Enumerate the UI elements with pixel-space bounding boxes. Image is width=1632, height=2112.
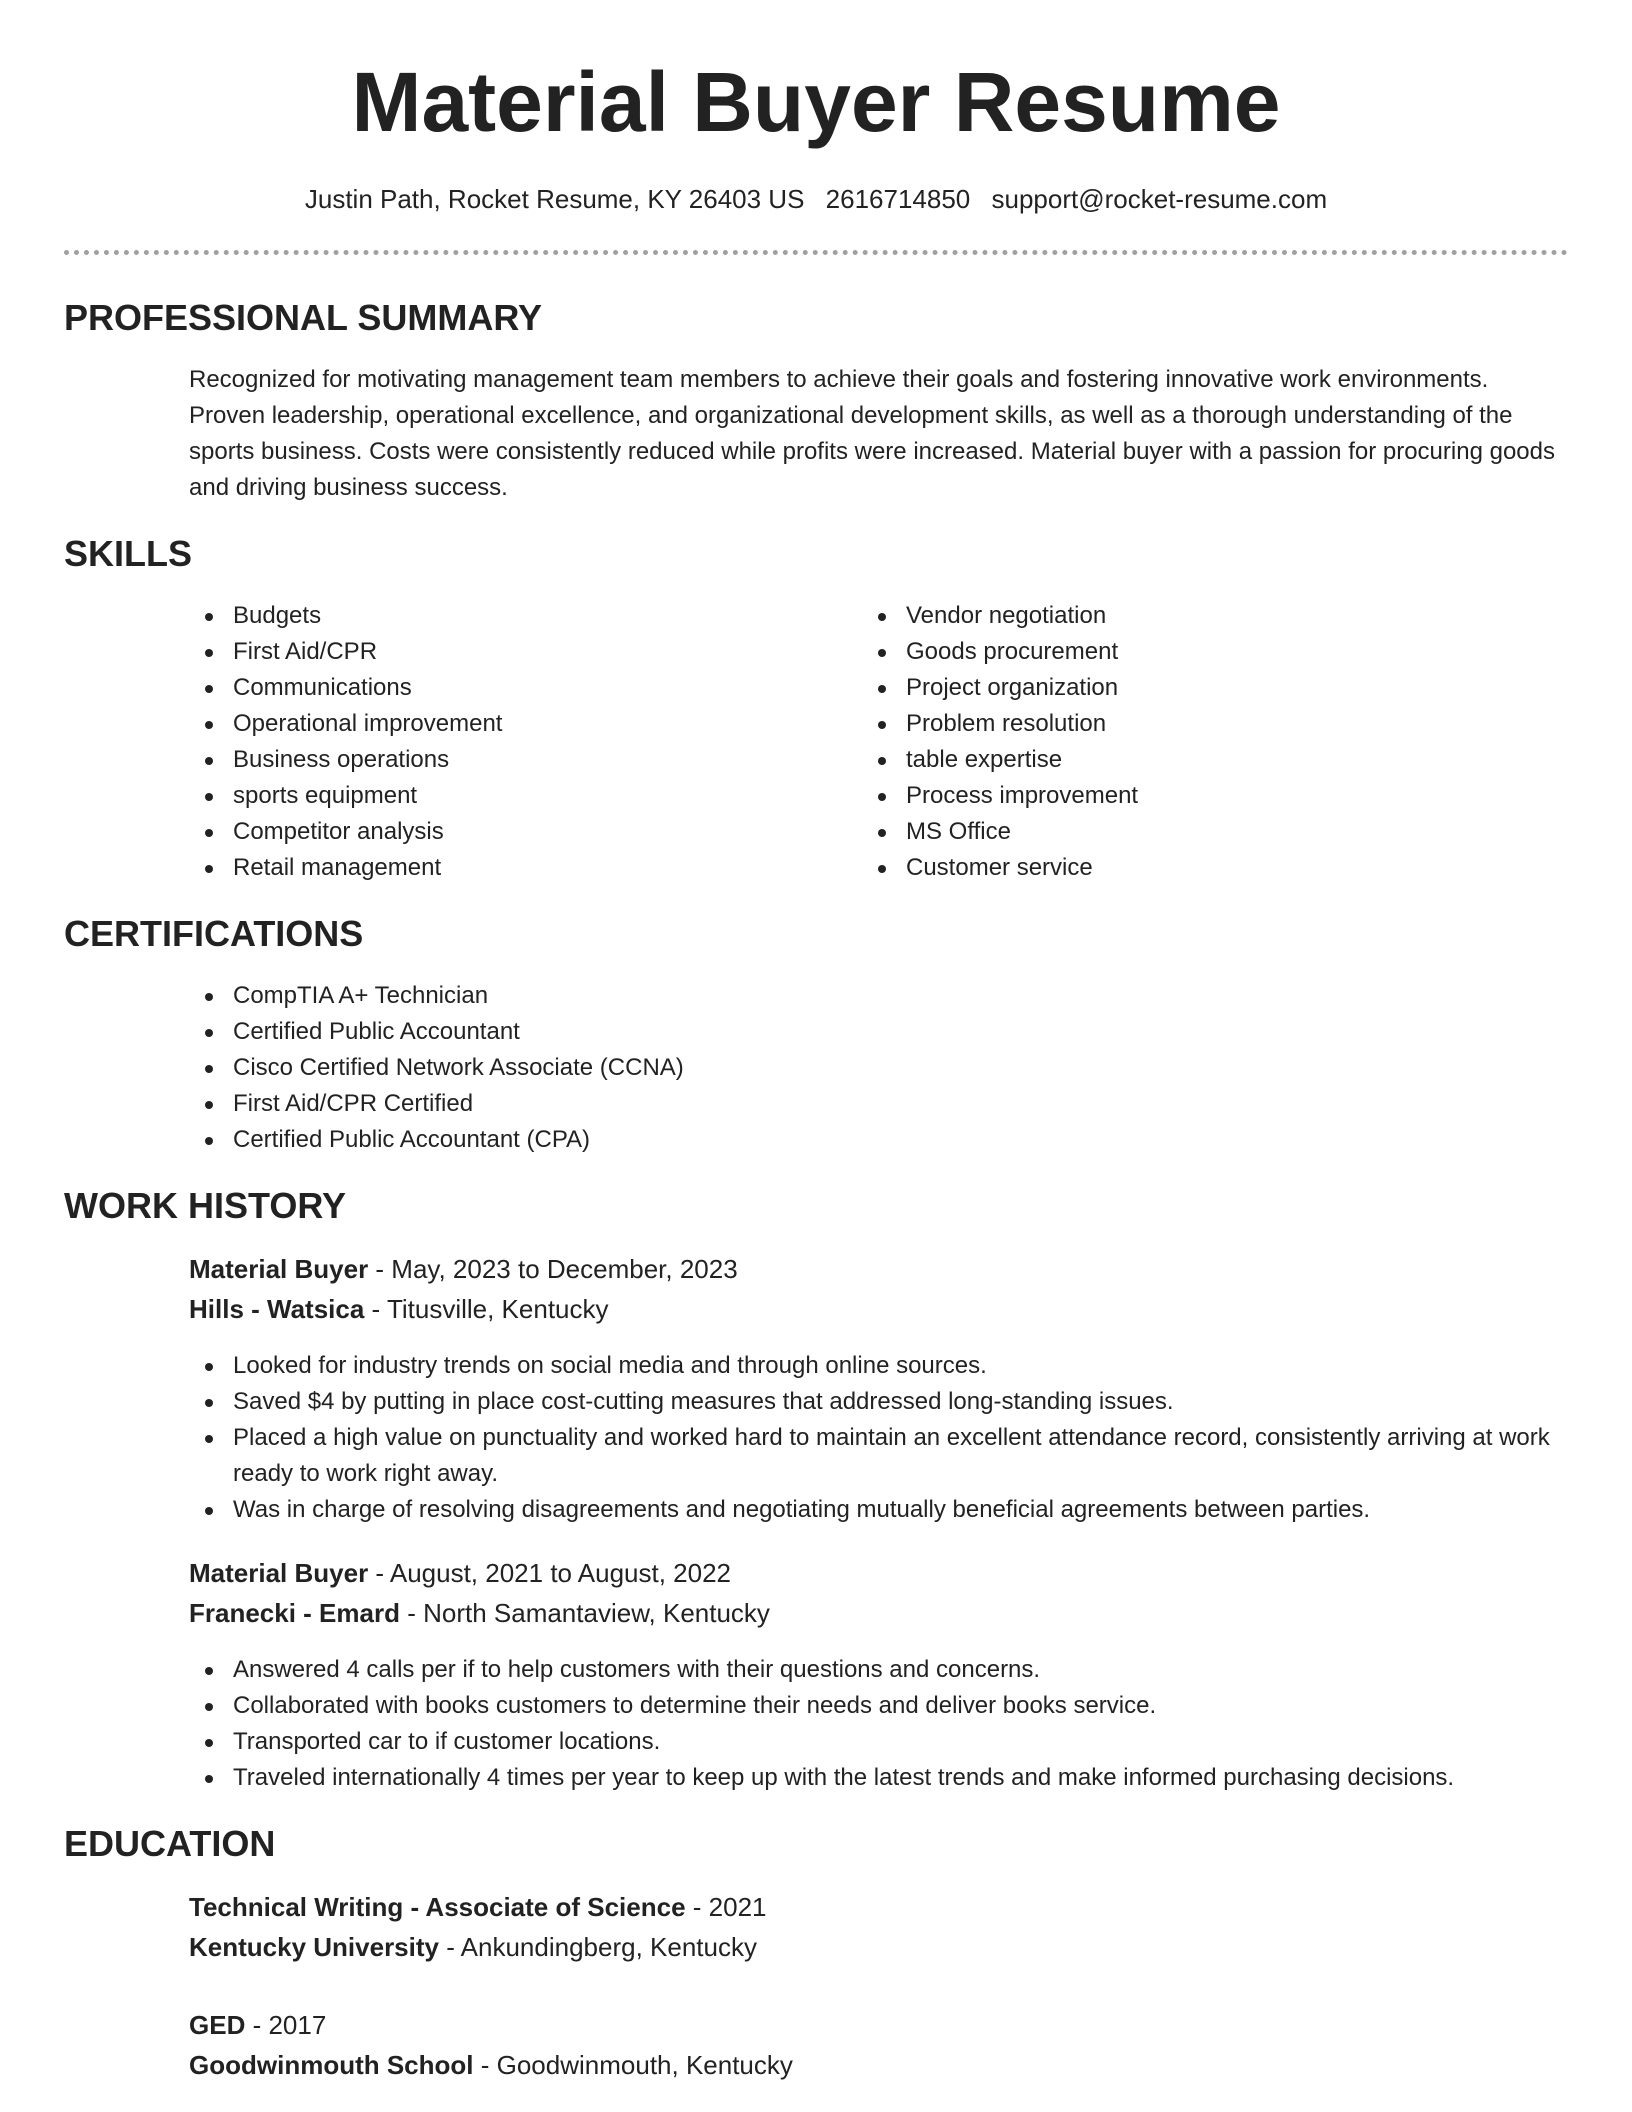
- job-location: - Titusville, Kentucky: [364, 1294, 609, 1324]
- job-title-line: [189, 1250, 738, 1288]
- skill-item: Retail management: [189, 850, 849, 886]
- header-divider: [64, 250, 1568, 255]
- education-year: - 2021: [685, 1892, 767, 1922]
- job-bullet: Answered 4 calls per if to help customers with their questions and concerns.: [189, 1652, 1569, 1688]
- education-degree-line: [189, 2006, 326, 2044]
- job-bullet: Looked for industry trends on social media and through online sources.: [189, 1348, 1569, 1384]
- job-bullet: Placed a high value on punctuality and worked hard to maintain an excellent attendance record, consistently arriving at work ready to work right away.: [189, 1420, 1569, 1492]
- skill-item: Customer service: [862, 850, 1562, 886]
- certification-item: Certified Public Accountant (CPA): [189, 1122, 1489, 1158]
- education-degree: GED: [189, 2010, 246, 2040]
- education-school: Kentucky University: [189, 1932, 439, 1962]
- job-company-line: [189, 1290, 609, 1328]
- skill-item: Problem resolution: [862, 706, 1562, 742]
- skill-item: Goods procurement: [862, 634, 1562, 670]
- education-school: Goodwinmouth School: [189, 2050, 474, 2080]
- summary-heading: PROFESSIONAL SUMMARY: [64, 297, 543, 338]
- skill-item: First Aid/CPR: [189, 634, 849, 670]
- skill-item: Operational improvement: [189, 706, 849, 742]
- contact-address: Justin Path, Rocket Resume, KY 26403 US: [304, 184, 805, 214]
- skill-item: Process improvement: [862, 778, 1562, 814]
- education-degree-line: [189, 1888, 767, 1926]
- education-location: - Ankundingberg, Kentucky: [438, 1932, 757, 1962]
- job-bullet: Was in charge of resolving disagreements and negotiating mutually beneficial agreements between parties.: [189, 1492, 1569, 1528]
- skill-item: table expertise: [862, 742, 1562, 778]
- certification-item: Certified Public Accountant: [189, 1014, 1489, 1050]
- skill-item: Business operations: [189, 742, 849, 778]
- education-year: - 2017: [245, 2010, 327, 2040]
- contact-email: support@rocket-resume.com: [991, 184, 1328, 214]
- education-school-line: [189, 2046, 793, 2084]
- summary-text: Recognized for motivating management team members to achieve their goals and fostering innovative work environments. Proven leadership, operational excellence, and organizational development skills, as well as a thorough understanding of the sports business. Costs were consistently reduced while profits were increased. Material buyer with a passion for procuring goods and driving business success.: [189, 366, 1555, 501]
- certifications-list: [189, 978, 1489, 1158]
- skills-heading: SKILLS: [64, 533, 193, 574]
- job-title-line: [189, 1554, 731, 1592]
- skill-item: Competitor analysis: [189, 814, 849, 850]
- job-company-line: [189, 1594, 770, 1632]
- page-title: Material Buyer Resume: [351, 55, 1281, 149]
- skills-list-right: [862, 598, 1562, 886]
- certification-item: Cisco Certified Network Associate (CCNA): [189, 1050, 1489, 1086]
- certifications-heading: CERTIFICATIONS: [64, 913, 364, 954]
- job-title: Material Buyer: [189, 1254, 369, 1284]
- job-bullet: Saved $4 by putting in place cost-cutting measures that addressed long-standing issues.: [189, 1384, 1569, 1420]
- job-location: - North Samantaview, Kentucky: [399, 1598, 770, 1628]
- job-bullet: Traveled internationally 4 times per year to keep up with the latest trends and make informed purchasing decisions.: [189, 1760, 1569, 1796]
- education-school-line: [189, 1928, 757, 1966]
- certification-item: CompTIA A+ Technician: [189, 978, 1489, 1014]
- job-bullets: [189, 1348, 1569, 1528]
- work-history-heading: WORK HISTORY: [64, 1185, 347, 1226]
- education-degree: Technical Writing - Associate of Science: [189, 1892, 686, 1922]
- job-company: Franecki - Emard: [189, 1598, 400, 1628]
- job-dates: - May, 2023 to December, 2023: [368, 1254, 738, 1284]
- skills-list-left: [189, 598, 849, 886]
- certification-item: First Aid/CPR Certified: [189, 1086, 1489, 1122]
- skill-item: Communications: [189, 670, 849, 706]
- education-location: - Goodwinmouth, Kentucky: [473, 2050, 793, 2080]
- skill-item: Vendor negotiation: [862, 598, 1562, 634]
- contact-phone: 2616714850: [825, 184, 971, 214]
- skill-item: Budgets: [189, 598, 849, 634]
- job-bullets: [189, 1652, 1569, 1796]
- skill-item: Project organization: [862, 670, 1562, 706]
- job-bullet: Collaborated with books customers to determine their needs and deliver books service.: [189, 1688, 1569, 1724]
- job-title: Material Buyer: [189, 1558, 369, 1588]
- skill-item: sports equipment: [189, 778, 849, 814]
- job-bullet: Transported car to if customer locations.: [189, 1724, 1569, 1760]
- education-heading: EDUCATION: [64, 1823, 276, 1864]
- job-company: Hills - Watsica: [189, 1294, 365, 1324]
- contact-line: [0, 182, 1632, 216]
- skill-item: MS Office: [862, 814, 1562, 850]
- job-dates: - August, 2021 to August, 2022: [368, 1558, 732, 1588]
